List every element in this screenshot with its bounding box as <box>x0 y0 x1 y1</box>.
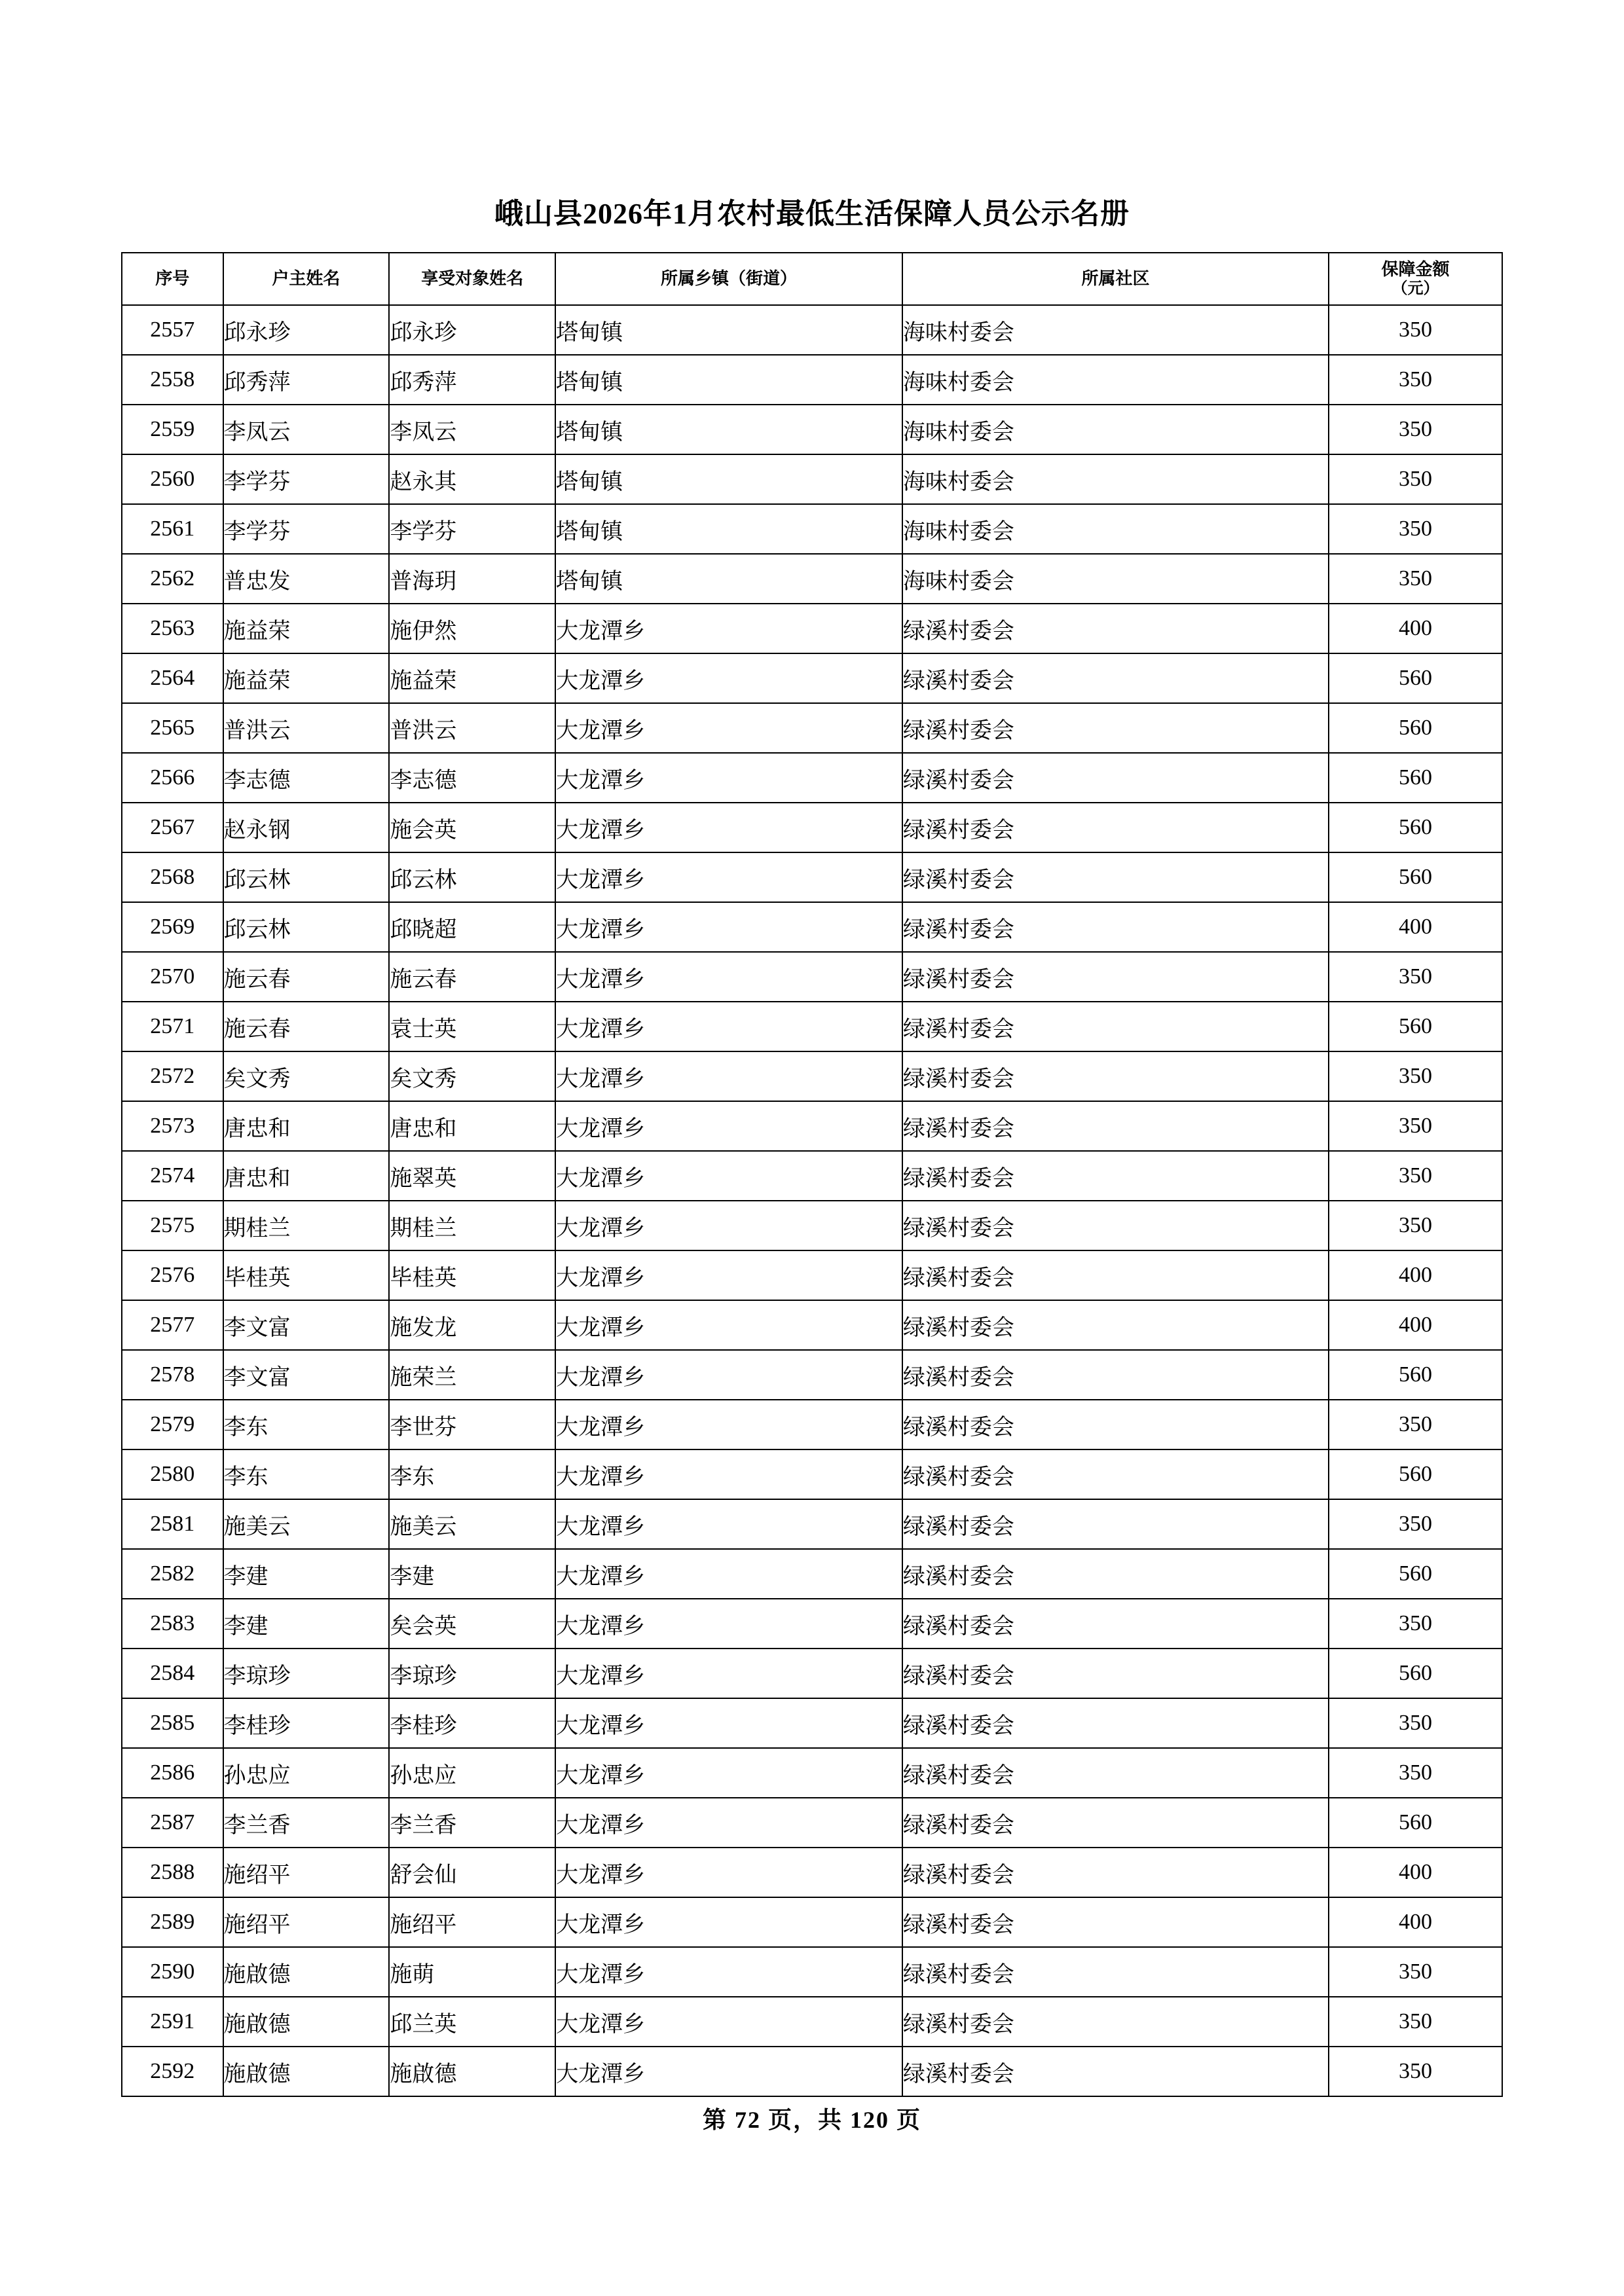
row-beneficiary: 施发龙 <box>389 1300 555 1350</box>
row-beneficiary: 邱秀萍 <box>389 355 555 405</box>
row-index: 2576 <box>122 1250 223 1300</box>
roster-table <box>121 252 1503 2097</box>
row-township: 大龙潭乡 <box>555 1698 902 1748</box>
row-household-head: 施绍平 <box>223 1848 390 1897</box>
row-index: 2566 <box>122 753 223 803</box>
row-index: 2575 <box>122 1201 223 1250</box>
row-township: 大龙潭乡 <box>555 1201 902 1250</box>
row-community: 绿溪村委会 <box>902 753 1329 803</box>
row-beneficiary: 舒会仙 <box>389 1848 555 1897</box>
row-household-head: 施啟德 <box>223 1947 390 1997</box>
column-header-amount-label: 保障金额 <box>1381 259 1450 279</box>
column-header-township: 所属乡镇（街道） <box>555 253 902 305</box>
row-beneficiary: 施益荣 <box>389 653 555 703</box>
row-index: 2560 <box>122 454 223 504</box>
row-household-head: 施啟德 <box>223 1997 390 2047</box>
row-beneficiary: 李凤云 <box>389 405 555 454</box>
row-index: 2568 <box>122 852 223 902</box>
row-beneficiary: 袁士英 <box>389 1002 555 1051</box>
row-index: 2572 <box>122 1051 223 1101</box>
row-community: 绿溪村委会 <box>902 1848 1329 1897</box>
table-row <box>122 1698 1502 1748</box>
row-index: 2574 <box>122 1151 223 1201</box>
row-household-head: 施益荣 <box>223 653 390 703</box>
table-row <box>122 902 1502 952</box>
row-beneficiary: 施翠英 <box>389 1151 555 1201</box>
row-index: 2589 <box>122 1897 223 1947</box>
row-household-head: 期桂兰 <box>223 1201 390 1250</box>
table-body <box>122 305 1502 2096</box>
row-amount: 350 <box>1329 952 1502 1002</box>
row-amount: 400 <box>1329 1250 1502 1300</box>
row-township: 大龙潭乡 <box>555 1002 902 1051</box>
row-amount: 350 <box>1329 305 1502 355</box>
row-township: 大龙潭乡 <box>555 1350 902 1400</box>
row-community: 绿溪村委会 <box>902 1997 1329 2047</box>
row-index: 2562 <box>122 554 223 604</box>
row-township: 大龙潭乡 <box>555 753 902 803</box>
row-index: 2584 <box>122 1649 223 1698</box>
row-amount: 400 <box>1329 902 1502 952</box>
row-amount: 560 <box>1329 1549 1502 1599</box>
row-index: 2569 <box>122 902 223 952</box>
table-row <box>122 803 1502 852</box>
row-beneficiary: 矣会英 <box>389 1599 555 1649</box>
table-row <box>122 1897 1502 1947</box>
table-row <box>122 1151 1502 1201</box>
row-index: 2587 <box>122 1798 223 1848</box>
row-index: 2565 <box>122 703 223 753</box>
row-household-head: 赵永钢 <box>223 803 390 852</box>
row-amount: 400 <box>1329 1848 1502 1897</box>
row-amount: 560 <box>1329 1449 1502 1499</box>
table-row <box>122 1848 1502 1897</box>
table-row <box>122 1002 1502 1051</box>
row-community: 绿溪村委会 <box>902 1300 1329 1350</box>
row-community: 绿溪村委会 <box>902 1599 1329 1649</box>
row-township: 大龙潭乡 <box>555 1250 902 1300</box>
row-index: 2563 <box>122 604 223 653</box>
row-community: 海味村委会 <box>902 405 1329 454</box>
row-beneficiary: 施会英 <box>389 803 555 852</box>
row-index: 2577 <box>122 1300 223 1350</box>
row-beneficiary: 施云春 <box>389 952 555 1002</box>
row-community: 绿溪村委会 <box>902 1798 1329 1848</box>
row-household-head: 唐忠和 <box>223 1151 390 1201</box>
row-beneficiary: 邱永珍 <box>389 305 555 355</box>
row-household-head: 邱秀萍 <box>223 355 390 405</box>
table-row <box>122 454 1502 504</box>
table-row <box>122 703 1502 753</box>
row-beneficiary: 施绍平 <box>389 1897 555 1947</box>
row-township: 大龙潭乡 <box>555 1947 902 1997</box>
row-household-head: 李兰香 <box>223 1798 390 1848</box>
row-amount: 350 <box>1329 1400 1502 1449</box>
row-amount: 560 <box>1329 852 1502 902</box>
row-index: 2582 <box>122 1549 223 1599</box>
row-township: 大龙潭乡 <box>555 1499 902 1549</box>
row-amount: 350 <box>1329 1101 1502 1151</box>
row-township: 大龙潭乡 <box>555 604 902 653</box>
row-household-head: 施啟德 <box>223 2047 390 2096</box>
row-index: 2590 <box>122 1947 223 1997</box>
page-footer: 第 72 页，共 120 页 <box>702 2107 921 2133</box>
row-community: 绿溪村委会 <box>902 1201 1329 1250</box>
table-row <box>122 753 1502 803</box>
row-community: 绿溪村委会 <box>902 952 1329 1002</box>
column-header-community: 所属社区 <box>902 253 1329 305</box>
row-community: 绿溪村委会 <box>902 653 1329 703</box>
row-amount: 560 <box>1329 1798 1502 1848</box>
table-row <box>122 604 1502 653</box>
row-township: 大龙潭乡 <box>555 1300 902 1350</box>
row-index: 2591 <box>122 1997 223 2047</box>
row-township: 大龙潭乡 <box>555 902 902 952</box>
row-household-head: 施益荣 <box>223 604 390 653</box>
table-row <box>122 653 1502 703</box>
roster-table-container <box>121 252 1503 2097</box>
table-row <box>122 355 1502 405</box>
row-beneficiary: 施荣兰 <box>389 1350 555 1400</box>
row-township: 大龙潭乡 <box>555 1101 902 1151</box>
table-row <box>122 952 1502 1002</box>
table-row <box>122 1947 1502 1997</box>
row-community: 绿溪村委会 <box>902 2047 1329 2096</box>
table-row <box>122 2047 1502 2096</box>
row-index: 2570 <box>122 952 223 1002</box>
row-amount: 560 <box>1329 1002 1502 1051</box>
row-community: 绿溪村委会 <box>902 852 1329 902</box>
column-header-index: 序号 <box>122 253 223 305</box>
row-amount: 350 <box>1329 1599 1502 1649</box>
column-header-household-head: 户主姓名 <box>223 253 390 305</box>
table-row <box>122 1400 1502 1449</box>
row-index: 2559 <box>122 405 223 454</box>
row-household-head: 李东 <box>223 1449 390 1499</box>
row-household-head: 普忠发 <box>223 554 390 604</box>
row-household-head: 邱云林 <box>223 902 390 952</box>
row-index: 2573 <box>122 1101 223 1151</box>
row-amount: 350 <box>1329 454 1502 504</box>
row-township: 塔甸镇 <box>555 305 902 355</box>
row-beneficiary: 邱晓超 <box>389 902 555 952</box>
row-township: 塔甸镇 <box>555 454 902 504</box>
row-community: 海味村委会 <box>902 504 1329 554</box>
row-community: 海味村委会 <box>902 454 1329 504</box>
table-row <box>122 1649 1502 1698</box>
row-beneficiary: 李世芬 <box>389 1400 555 1449</box>
row-household-head: 李凤云 <box>223 405 390 454</box>
row-beneficiary: 普海玥 <box>389 554 555 604</box>
row-community: 海味村委会 <box>902 554 1329 604</box>
row-community: 绿溪村委会 <box>902 1698 1329 1748</box>
column-header-beneficiary: 享受对象姓名 <box>389 253 555 305</box>
table-row <box>122 1101 1502 1151</box>
row-township: 大龙潭乡 <box>555 1897 902 1947</box>
row-township: 大龙潭乡 <box>555 1400 902 1449</box>
row-household-head: 李文富 <box>223 1300 390 1350</box>
row-household-head: 李建 <box>223 1549 390 1599</box>
row-township: 大龙潭乡 <box>555 1798 902 1848</box>
row-beneficiary: 毕桂英 <box>389 1250 555 1300</box>
row-township: 塔甸镇 <box>555 355 902 405</box>
row-household-head: 普洪云 <box>223 703 390 753</box>
row-community: 绿溪村委会 <box>902 902 1329 952</box>
row-beneficiary: 普洪云 <box>389 703 555 753</box>
row-beneficiary: 唐忠和 <box>389 1101 555 1151</box>
table-row <box>122 554 1502 604</box>
row-township: 大龙潭乡 <box>555 1449 902 1499</box>
row-township: 大龙潭乡 <box>555 1997 902 2047</box>
row-community: 绿溪村委会 <box>902 1002 1329 1051</box>
row-township: 大龙潭乡 <box>555 1748 902 1798</box>
row-household-head: 李琼珍 <box>223 1649 390 1698</box>
row-community: 绿溪村委会 <box>902 1350 1329 1400</box>
row-beneficiary: 矣文秀 <box>389 1051 555 1101</box>
row-household-head: 邱云林 <box>223 852 390 902</box>
row-amount: 350 <box>1329 504 1502 554</box>
row-index: 2592 <box>122 2047 223 2096</box>
row-community: 绿溪村委会 <box>902 803 1329 852</box>
table-row <box>122 1201 1502 1250</box>
table-row <box>122 1599 1502 1649</box>
row-community: 绿溪村委会 <box>902 1897 1329 1947</box>
row-community: 绿溪村委会 <box>902 1549 1329 1599</box>
row-township: 大龙潭乡 <box>555 803 902 852</box>
row-community: 绿溪村委会 <box>902 1250 1329 1300</box>
row-township: 大龙潭乡 <box>555 952 902 1002</box>
row-township: 塔甸镇 <box>555 405 902 454</box>
row-beneficiary: 孙忠应 <box>389 1748 555 1798</box>
row-amount: 350 <box>1329 1151 1502 1201</box>
row-community: 绿溪村委会 <box>902 1151 1329 1201</box>
row-township: 大龙潭乡 <box>555 1599 902 1649</box>
row-index: 2588 <box>122 1848 223 1897</box>
row-amount: 350 <box>1329 1051 1502 1101</box>
table-row <box>122 1449 1502 1499</box>
row-index: 2581 <box>122 1499 223 1549</box>
row-community: 绿溪村委会 <box>902 1748 1329 1798</box>
row-beneficiary: 施伊然 <box>389 604 555 653</box>
table-row <box>122 1997 1502 2047</box>
row-amount: 350 <box>1329 405 1502 454</box>
row-community: 绿溪村委会 <box>902 1400 1329 1449</box>
table-row <box>122 1798 1502 1848</box>
row-community: 绿溪村委会 <box>902 1449 1329 1499</box>
row-household-head: 李建 <box>223 1599 390 1649</box>
row-household-head: 李学芬 <box>223 504 390 554</box>
row-amount: 560 <box>1329 1649 1502 1698</box>
row-amount: 350 <box>1329 1698 1502 1748</box>
row-amount: 350 <box>1329 554 1502 604</box>
row-amount: 350 <box>1329 1201 1502 1250</box>
row-amount: 350 <box>1329 1997 1502 2047</box>
row-index: 2578 <box>122 1350 223 1400</box>
table-row <box>122 1350 1502 1400</box>
table-header-row <box>122 253 1502 305</box>
row-township: 大龙潭乡 <box>555 653 902 703</box>
row-community: 绿溪村委会 <box>902 703 1329 753</box>
row-beneficiary: 李东 <box>389 1449 555 1499</box>
row-township: 大龙潭乡 <box>555 1649 902 1698</box>
row-household-head: 施云春 <box>223 952 390 1002</box>
row-amount: 350 <box>1329 355 1502 405</box>
row-beneficiary: 施萌 <box>389 1947 555 1997</box>
row-amount: 560 <box>1329 803 1502 852</box>
row-amount: 560 <box>1329 1350 1502 1400</box>
row-beneficiary: 李桂珍 <box>389 1698 555 1748</box>
row-township: 塔甸镇 <box>555 554 902 604</box>
row-beneficiary: 李兰香 <box>389 1798 555 1848</box>
row-township: 大龙潭乡 <box>555 852 902 902</box>
row-index: 2579 <box>122 1400 223 1449</box>
table-header <box>122 253 1502 305</box>
row-index: 2586 <box>122 1748 223 1798</box>
row-township: 塔甸镇 <box>555 504 902 554</box>
row-township: 大龙潭乡 <box>555 1848 902 1897</box>
row-community: 绿溪村委会 <box>902 1101 1329 1151</box>
row-index: 2564 <box>122 653 223 703</box>
table-row <box>122 305 1502 355</box>
table-row <box>122 1499 1502 1549</box>
row-community: 绿溪村委会 <box>902 1649 1329 1698</box>
row-amount: 400 <box>1329 1897 1502 1947</box>
row-amount: 350 <box>1329 1748 1502 1798</box>
table-row <box>122 1549 1502 1599</box>
row-beneficiary: 邱云林 <box>389 852 555 902</box>
row-beneficiary: 李志德 <box>389 753 555 803</box>
table-row <box>122 1748 1502 1798</box>
row-community: 绿溪村委会 <box>902 1499 1329 1549</box>
row-household-head: 李桂珍 <box>223 1698 390 1748</box>
row-index: 2561 <box>122 504 223 554</box>
row-township: 大龙潭乡 <box>555 1151 902 1201</box>
row-household-head: 邱永珍 <box>223 305 390 355</box>
row-beneficiary: 期桂兰 <box>389 1201 555 1250</box>
row-amount: 350 <box>1329 1499 1502 1549</box>
row-community: 绿溪村委会 <box>902 1947 1329 1997</box>
row-beneficiary: 邱兰英 <box>389 1997 555 2047</box>
row-index: 2558 <box>122 355 223 405</box>
table-row <box>122 1051 1502 1101</box>
table-row <box>122 1300 1502 1350</box>
row-community: 海味村委会 <box>902 305 1329 355</box>
row-household-head: 施云春 <box>223 1002 390 1051</box>
row-index: 2557 <box>122 305 223 355</box>
row-household-head: 李志德 <box>223 753 390 803</box>
row-household-head: 李东 <box>223 1400 390 1449</box>
row-household-head: 施美云 <box>223 1499 390 1549</box>
row-township: 大龙潭乡 <box>555 1549 902 1599</box>
row-beneficiary: 施美云 <box>389 1499 555 1549</box>
row-beneficiary: 李建 <box>389 1549 555 1599</box>
row-amount: 350 <box>1329 1947 1502 1997</box>
row-household-head: 孙忠应 <box>223 1748 390 1798</box>
column-header-amount <box>1329 253 1502 305</box>
row-household-head: 施绍平 <box>223 1897 390 1947</box>
page-title: 峨山县2026年1月农村最低生活保障人员公示名册 <box>494 198 1130 230</box>
row-household-head: 毕桂英 <box>223 1250 390 1300</box>
row-township: 大龙潭乡 <box>555 2047 902 2096</box>
row-index: 2585 <box>122 1698 223 1748</box>
row-amount: 560 <box>1329 703 1502 753</box>
row-beneficiary: 李学芬 <box>389 504 555 554</box>
row-township: 大龙潭乡 <box>555 1051 902 1101</box>
column-header-amount-unit: （元） <box>1392 280 1439 298</box>
table-row <box>122 504 1502 554</box>
row-amount: 560 <box>1329 653 1502 703</box>
row-index: 2583 <box>122 1599 223 1649</box>
row-community: 绿溪村委会 <box>902 604 1329 653</box>
row-index: 2580 <box>122 1449 223 1499</box>
row-township: 大龙潭乡 <box>555 703 902 753</box>
row-index: 2567 <box>122 803 223 852</box>
row-amount: 400 <box>1329 604 1502 653</box>
row-household-head: 唐忠和 <box>223 1101 390 1151</box>
row-household-head: 李学芬 <box>223 454 390 504</box>
table-row <box>122 852 1502 902</box>
row-community: 绿溪村委会 <box>902 1051 1329 1101</box>
row-amount: 400 <box>1329 1300 1502 1350</box>
table-row <box>122 405 1502 454</box>
row-amount: 350 <box>1329 2047 1502 2096</box>
row-household-head: 矣文秀 <box>223 1051 390 1101</box>
row-beneficiary: 李琼珍 <box>389 1649 555 1698</box>
row-beneficiary: 赵永其 <box>389 454 555 504</box>
row-amount: 560 <box>1329 753 1502 803</box>
row-community: 海味村委会 <box>902 355 1329 405</box>
row-beneficiary: 施啟德 <box>389 2047 555 2096</box>
row-index: 2571 <box>122 1002 223 1051</box>
table-row <box>122 1250 1502 1300</box>
row-household-head: 李文富 <box>223 1350 390 1400</box>
